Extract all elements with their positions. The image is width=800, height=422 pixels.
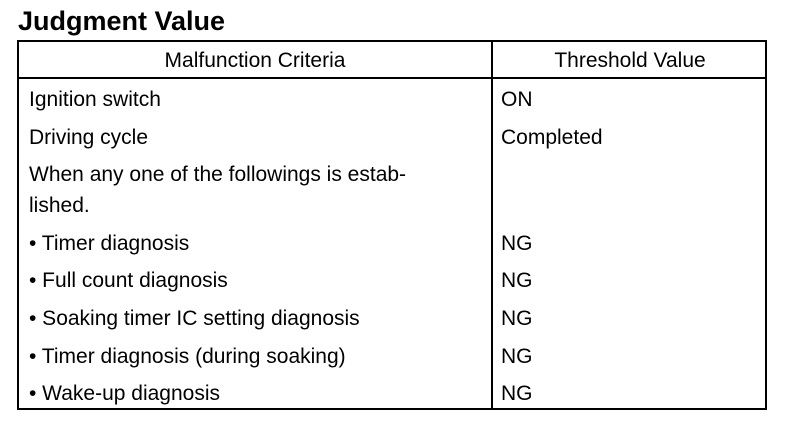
row-full-count-criteria: • Full count diagnosis	[29, 269, 228, 292]
row-soaking-timer-threshold: NG	[501, 307, 533, 330]
row-timer-during-soaking-threshold: NG	[501, 345, 533, 368]
row-full-count-threshold: NG	[501, 269, 533, 292]
row-ignition-switch-criteria: Ignition switch	[29, 88, 161, 111]
row-condition-line1: When any one of the followings is estab-	[29, 163, 407, 186]
page-title: Judgment Value	[18, 6, 226, 36]
row-driving-cycle-threshold: Completed	[501, 126, 603, 149]
row-condition-line2: lished.	[29, 194, 90, 217]
header-threshold-value: Threshold Value	[554, 49, 706, 72]
column-divider	[491, 42, 493, 408]
row-driving-cycle-criteria: Driving cycle	[29, 126, 149, 149]
row-wake-up-threshold: NG	[501, 382, 533, 405]
header-malfunction-criteria: Malfunction Criteria	[164, 49, 346, 72]
header-divider	[19, 77, 765, 79]
row-timer-diagnosis-criteria: • Timer diagnosis	[29, 232, 190, 255]
row-soaking-timer-criteria: • Soaking timer IC setting diagnosis	[29, 307, 360, 330]
row-timer-diagnosis-threshold: NG	[501, 232, 533, 255]
row-wake-up-criteria: • Wake-up diagnosis	[29, 382, 220, 405]
row-ignition-switch-threshold: ON	[501, 88, 533, 111]
row-timer-during-soaking-criteria: • Timer diagnosis (during soaking)	[29, 345, 346, 368]
judgment-value-table	[17, 40, 767, 410]
